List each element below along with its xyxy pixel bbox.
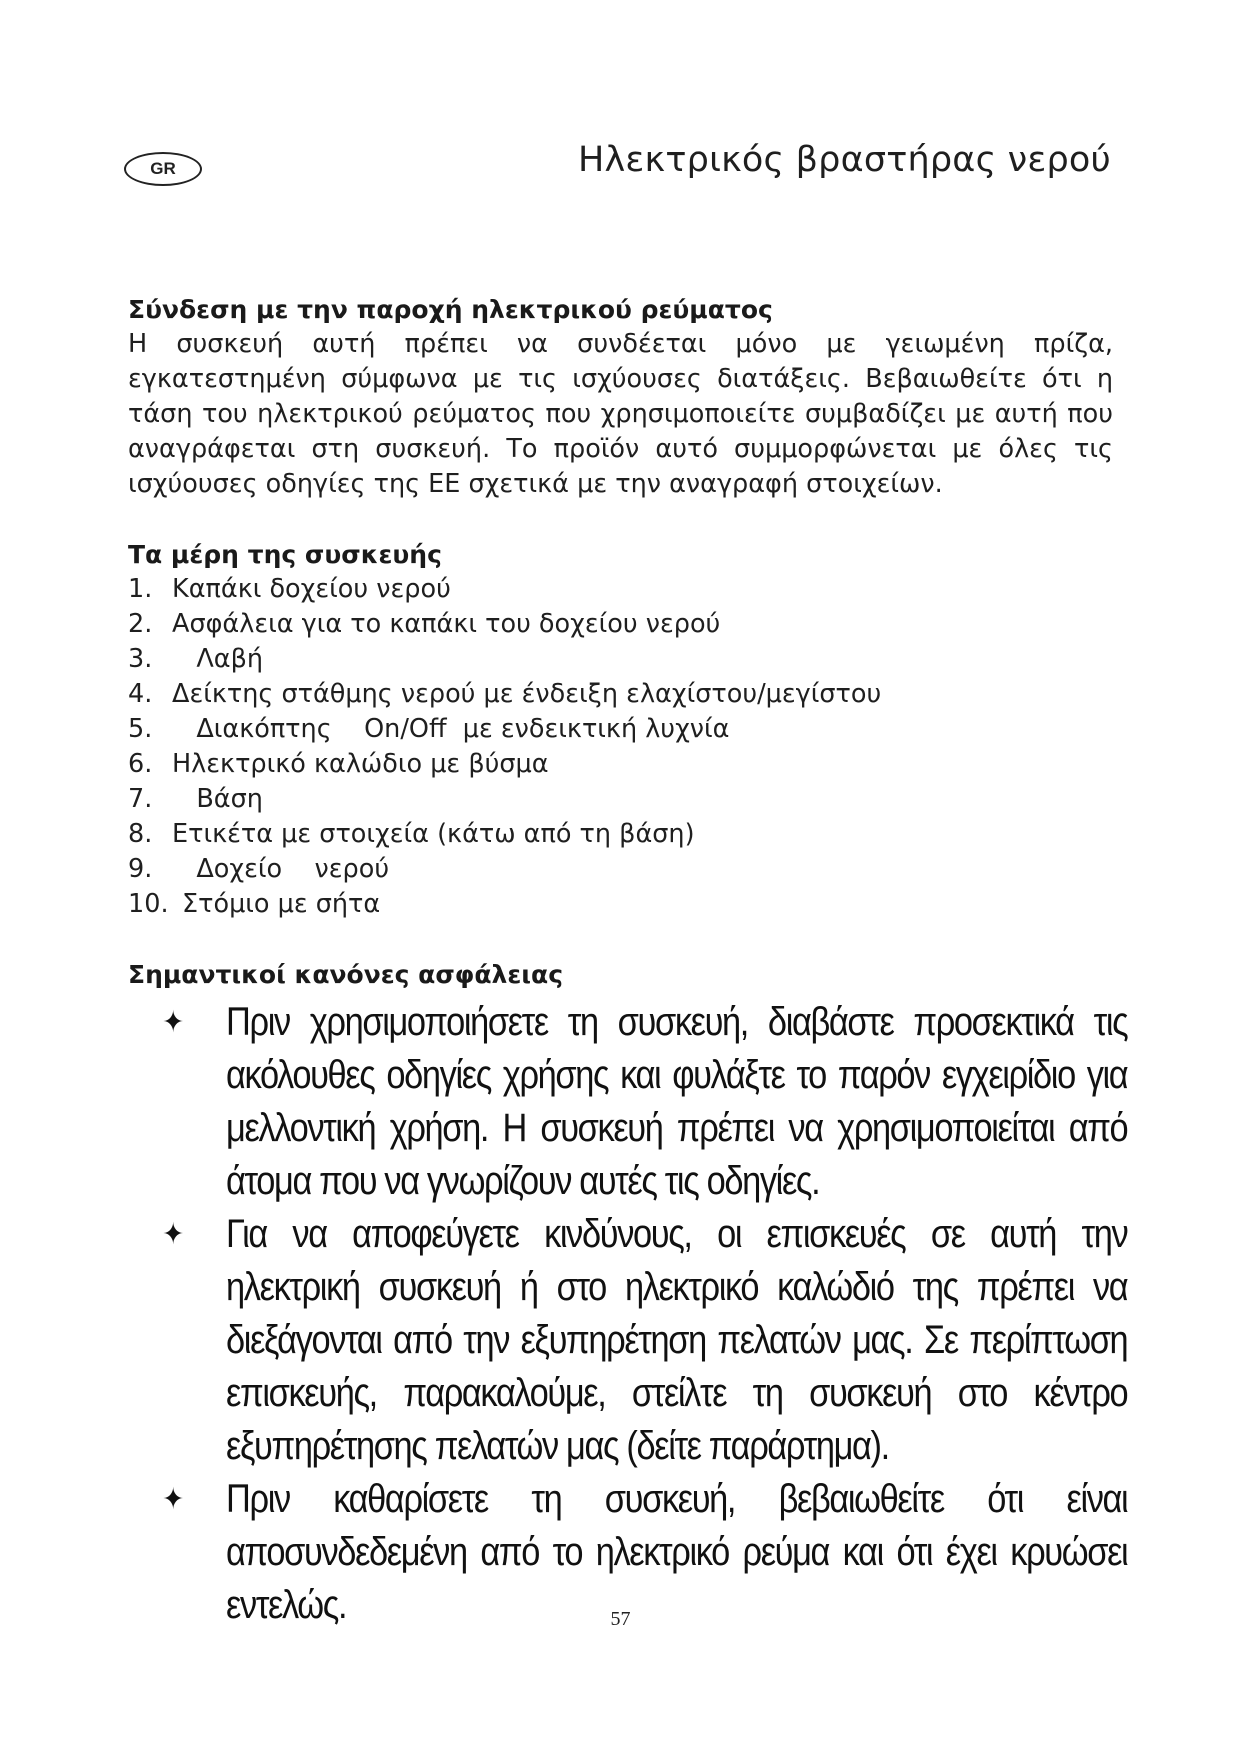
item-number: 7. [128,784,153,814]
item-number: 1. [128,574,153,604]
safety-text: Πριν καθαρίσετε τη συσκευή, βεβαιωθείτε ότι είναι αποσυνδεδεμένη από το ηλεκτρικό ρεύμα και ότι έχει κρυώσει εντελώς. [226,1477,1128,1627]
list-item [128,1208,1127,1473]
language-badge: GR [124,152,202,186]
item-number: 5. [128,714,153,744]
four-point-star-icon: ✦ [162,1005,183,1040]
item-label: Διακόπτης On/Off με ενδεικτική λυχνία [172,714,730,744]
list-item [128,712,1113,747]
list-item [128,607,1113,642]
item-number: 6. [128,749,153,779]
four-point-star-icon: ✦ [162,1482,183,1517]
list-item [128,677,1113,712]
section-power-connection [128,292,1113,502]
page-title: Ηλεκτρικός βραστήρας νερού [578,140,1111,180]
list-item [128,996,1127,1208]
list-item [128,887,1113,922]
section-heading: Τα μέρη της συσκευής [128,540,442,569]
item-label: Λαβή [172,644,264,674]
safety-list [128,996,1168,1632]
section-appliance-parts [128,537,1113,922]
section-heading: Σημαντικοί κανόνες ασφάλειας [128,960,564,989]
safety-text: Πριν χρησιμοποιήσετε τη συσκευή, διαβάστε προσεκτικά τις ακόλουθες οδηγίες χρήσης και φυλάξτε το παρόν εγχειρίδιο για μελλοντική χρήση. Η συσκευή πρέπει να χρησιμοποιείται από άτομα που να γνωρίζουν αυτές τις οδηγίες. [226,1000,1128,1203]
item-label: Δείκτης στάθμης νερού με ένδειξη ελαχίστου/μεγίστου [172,679,882,709]
page-number: 57 [610,1608,631,1630]
safety-text: Για να αποφεύγετε κινδύνους, οι επισκευές σε αυτή την ηλεκτρική συσκευή ή στο ηλεκτρικό καλώδιό της πρέπει να διεξάγονται από την εξυπηρέτηση πελατών μας. Σε περίπτωση επισκευής, παρακαλούμε, στείλτε τη συσκευή στο κέντρο εξυπηρέτησης πελατών μας (δείτε παράρτημα). [226,1212,1128,1468]
paragraph: Η συσκευή αυτή πρέπει να συνδέεται μόνο με γειωμένη πρίζα, εγκατεστημένη σύμφωνα με τις ισχύουσες διατάξεις. Βεβαιωθείτε ότι η τάση του ηλεκτρικού ρεύματος που χρησιμοποιείτε συμβαδίζει με αυτή που αναγράφεται στη συσκευή. Το προϊόν αυτό συμμορφώνεται με όλες τις ισχύουσες οδηγίες της ΕΕ σχετικά με την αναγραφή στοιχείων. [128,329,1113,499]
list-item [128,817,1113,852]
item-number: 4. [128,679,153,709]
item-label: Δοχείο νερού [172,854,390,884]
item-number: 8. [128,819,153,849]
list-item [128,782,1113,817]
list-item [128,642,1113,677]
four-point-star-icon: ✦ [162,1217,183,1252]
list-item [128,852,1113,887]
parts-list [128,572,1113,922]
item-label: Στόμιο με σήτα [182,889,381,919]
item-number: 3. [128,644,153,674]
item-label: Βάση [172,784,263,814]
item-number: 9. [128,854,153,884]
item-number: 2. [128,609,153,639]
item-label: Καπάκι δοχείου νερού [172,574,451,604]
section-heading: Σύνδεση με την παροχή ηλεκτρικού ρεύματος [128,295,773,324]
section-safety-rules [128,957,1128,1632]
item-label: Ασφάλεια για το καπάκι του δοχείου νερού [172,609,721,639]
list-item [128,747,1113,782]
item-label: Ηλεκτρικό καλώδιο με βύσμα [172,749,549,779]
list-item [128,572,1113,607]
item-number: 10. [128,889,169,919]
item-label: Ετικέτα με στοιχεία (κάτω από τη βάση) [172,819,695,849]
